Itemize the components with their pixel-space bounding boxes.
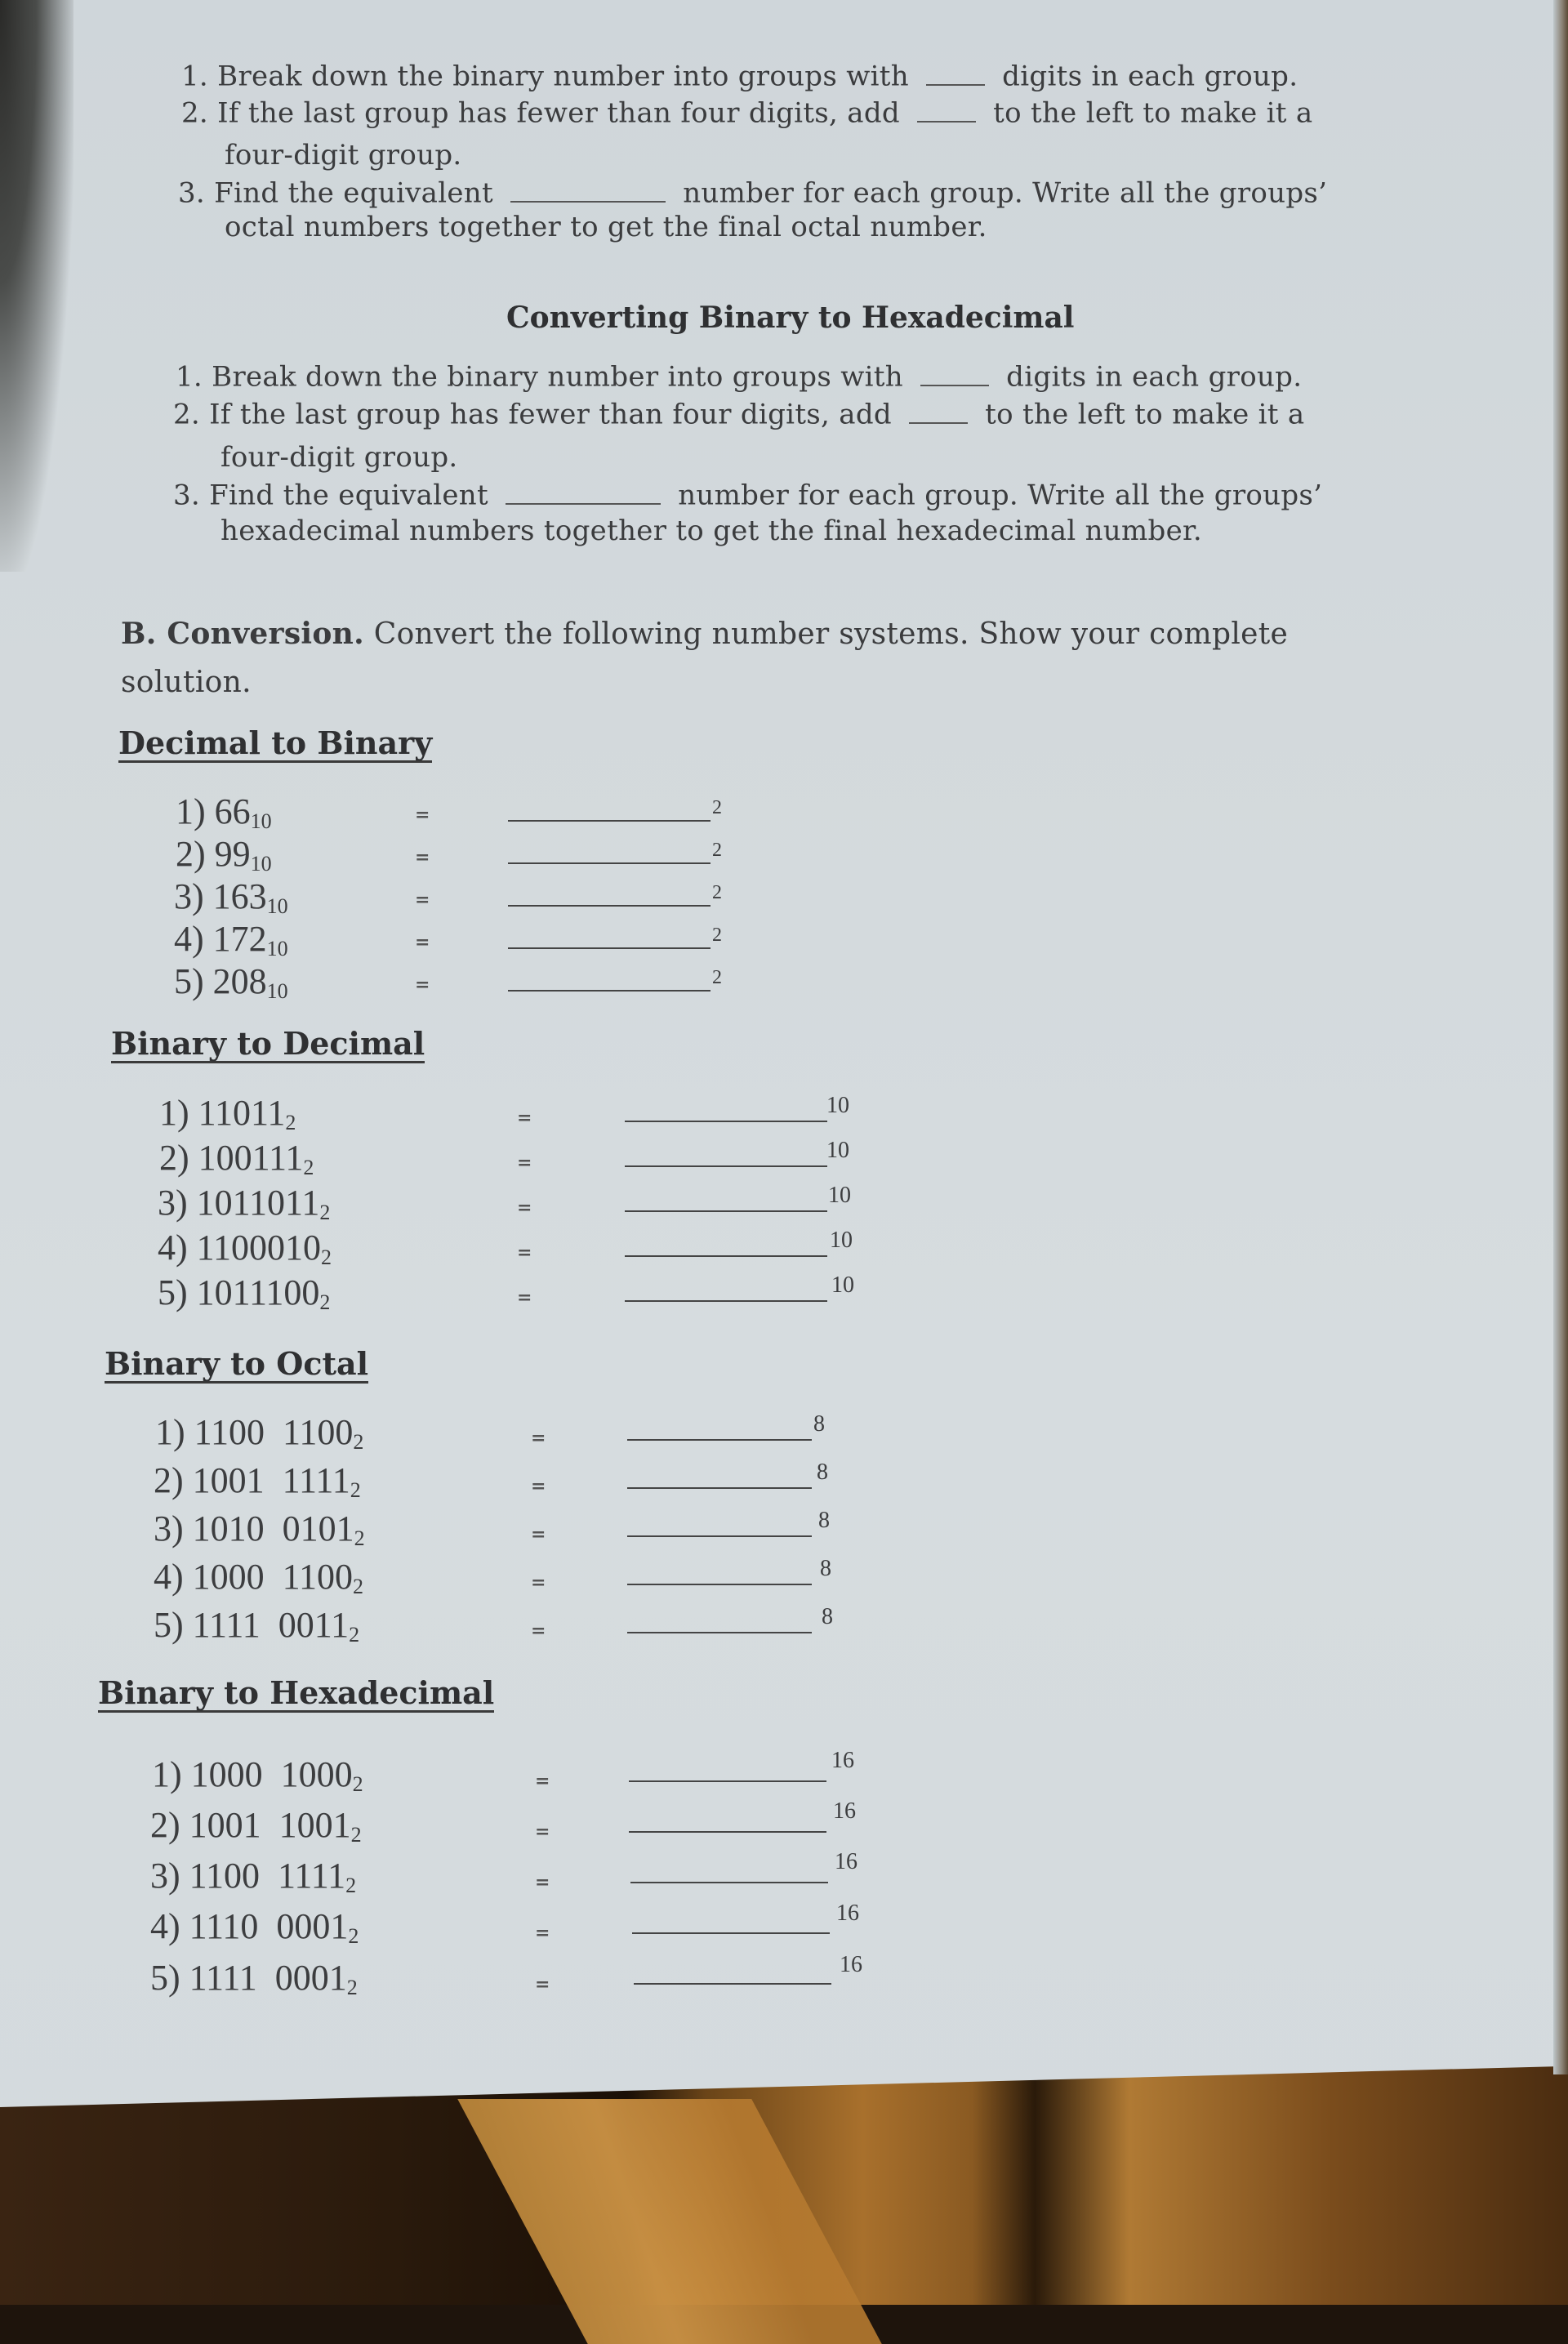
step-number: 3. [178,176,206,210]
problem-item: 1) 1100 $1100_2$ [155,1412,364,1454]
hex-step-1 [176,359,1302,394]
equals-sign: = [415,889,430,911]
step-text: If the last group has fewer than four digits, add [217,96,900,130]
problem-item: 3) $163_{10}$ [174,876,288,918]
problem-item: 2) $99_{10}$ [176,834,272,876]
section-title-binary-to-octal: Binary to Octal [105,1345,369,1382]
problem-item: 3) $1011011_2$ [158,1183,331,1224]
section-title-binary-to-hexadecimal: Binary to Hexadecimal [98,1674,495,1711]
result-base: 16 [835,1849,858,1874]
equals-sign: = [517,1287,532,1308]
octal-step-3 [178,176,1327,210]
equals-sign: = [535,1771,550,1792]
octal-step-2-cont: four-digit group. [225,139,462,172]
fill-blank[interactable] [920,359,989,386]
step-number: 2. [173,398,201,431]
answer-blank[interactable] [508,947,710,949]
step-text: If the last group has fewer than four digits, add [209,398,892,431]
result-base: 8 [822,1604,833,1629]
fill-blank[interactable] [917,96,976,123]
answer-blank[interactable] [627,1632,812,1633]
problem-item: 2) $100111_2$ [159,1138,314,1179]
equals-sign: = [517,1107,532,1129]
step-number: 2. [181,96,209,130]
problem-item: 2) 1001 $1001_2$ [150,1805,362,1847]
problem-item: 4) 1000 $1100_2$ [154,1557,364,1598]
step-text: Find the equivalent [209,479,488,512]
problem-item: 5) $1011100_2$ [158,1272,331,1314]
problem-item: 2) 1001 $1111_2$ [154,1460,361,1502]
result-base: 10 [828,1183,851,1208]
octal-step-3-cont: octal numbers together to get the final octal number. [225,211,987,243]
problem-item: 1) 1000 $1000_2$ [152,1754,363,1796]
equals-sign: = [535,1872,550,1893]
answer-blank[interactable] [627,1439,812,1441]
result-base: 16 [831,1748,854,1773]
step-text: to the left to make it a [993,96,1313,130]
answer-blank[interactable] [625,1210,827,1212]
answer-blank[interactable] [632,1932,830,1934]
hex-step-3-cont: hexadecimal numbers together to get the final hexadecimal number. [220,515,1202,547]
step-number: 1. [176,360,203,394]
problem-item: 4) $1100010_2$ [158,1228,332,1269]
section-title-decimal-to-binary: Decimal to Binary [118,724,433,761]
octal-step-1 [181,59,1298,93]
equals-sign: = [535,1821,550,1843]
equals-sign: = [531,1524,546,1545]
equals-sign: = [535,1974,550,1995]
step-text: to the left to make it a [985,398,1305,431]
fill-blank[interactable] [909,397,968,424]
hex-step-2 [173,397,1304,431]
answer-blank[interactable] [625,1255,827,1257]
result-base: 2 [712,925,722,946]
result-base: 2 [712,882,722,903]
step-text: digits in each group. [1006,360,1303,394]
section-title-binary-to-decimal: Binary to Decimal [111,1025,425,1062]
problem-item: 5) 1111 $0001_2$ [150,1958,358,1999]
result-base: 8 [817,1459,828,1485]
equals-sign: = [517,1242,532,1263]
step-text: Break down the binary number into groups with [212,360,903,394]
result-base: 10 [830,1228,853,1253]
answer-blank[interactable] [629,1831,826,1833]
answer-blank[interactable] [627,1535,812,1537]
answer-blank[interactable] [634,1983,831,1985]
step-number: 3. [173,479,201,512]
fill-blank[interactable] [510,176,666,203]
result-base: 10 [831,1272,854,1298]
equals-sign: = [415,974,430,996]
step-text: Break down the binary number into groups with [217,60,909,93]
result-base: 2 [712,840,722,861]
answer-blank[interactable] [508,990,710,992]
result-base: 8 [813,1411,825,1437]
answer-blank[interactable] [508,905,710,907]
result-base: 2 [712,797,722,818]
equals-sign: = [415,804,430,826]
fill-blank[interactable] [926,59,985,86]
answer-blank[interactable] [630,1882,828,1883]
equals-sign: = [531,1476,546,1497]
hex-step-2-cont: four-digit group. [220,441,458,474]
equals-sign: = [531,1428,546,1449]
hex-section-title: Converting Binary to Hexadecimal [506,301,1075,335]
paper-right-edge [1553,0,1568,2074]
problem-item: 5) 1111 $0011_2$ [154,1605,360,1647]
equals-sign: = [517,1197,532,1219]
step-text: number for each group. Write all the groups’ [678,479,1323,512]
problem-item: 3) 1010 $0101_2$ [154,1508,365,1550]
problem-item: 3) 1100 $1111_2$ [150,1856,357,1897]
problem-item: 4) $172_{10}$ [174,919,288,960]
result-base: 8 [818,1508,830,1533]
problem-item: 5) $208_{10}$ [174,961,288,1003]
part-b-text: Convert the following number systems. Show your complete [373,617,1289,651]
part-b-instruction [121,617,1288,651]
answer-blank[interactable] [627,1487,812,1489]
result-base: 16 [833,1798,856,1824]
answer-blank[interactable] [625,1165,827,1167]
hex-step-3 [173,478,1322,512]
step-text: Find the equivalent [214,176,493,210]
step-text: number for each group. Write all the groups’ [683,176,1328,210]
result-base: 2 [712,967,722,988]
result-base: 10 [826,1138,849,1163]
problem-item: 1) $11011_2$ [159,1093,296,1134]
part-b-instruction-cont: solution. [121,666,252,699]
result-base: 10 [826,1093,849,1118]
equals-sign: = [535,1923,550,1944]
part-b-label: B. Conversion. [121,617,364,651]
answer-blank[interactable] [629,1780,826,1782]
answer-blank[interactable] [625,1300,827,1302]
problem-item: 4) 1110 $0001_2$ [150,1906,359,1948]
result-base: 16 [836,1901,859,1926]
result-base: 8 [820,1556,831,1581]
step-text: digits in each group. [1002,60,1298,93]
answer-blank[interactable] [625,1121,827,1122]
problem-item: 1) $66_{10}$ [176,791,272,833]
answer-blank[interactable] [508,862,710,864]
equals-sign: = [415,847,430,868]
octal-step-2 [181,96,1312,130]
step-number: 1. [181,60,209,93]
equals-sign: = [415,932,430,953]
fill-blank[interactable] [506,478,661,505]
equals-sign: = [517,1152,532,1174]
answer-blank[interactable] [627,1584,812,1585]
equals-sign: = [531,1620,546,1642]
result-base: 16 [840,1952,862,1977]
answer-blank[interactable] [508,820,710,822]
equals-sign: = [531,1572,546,1593]
